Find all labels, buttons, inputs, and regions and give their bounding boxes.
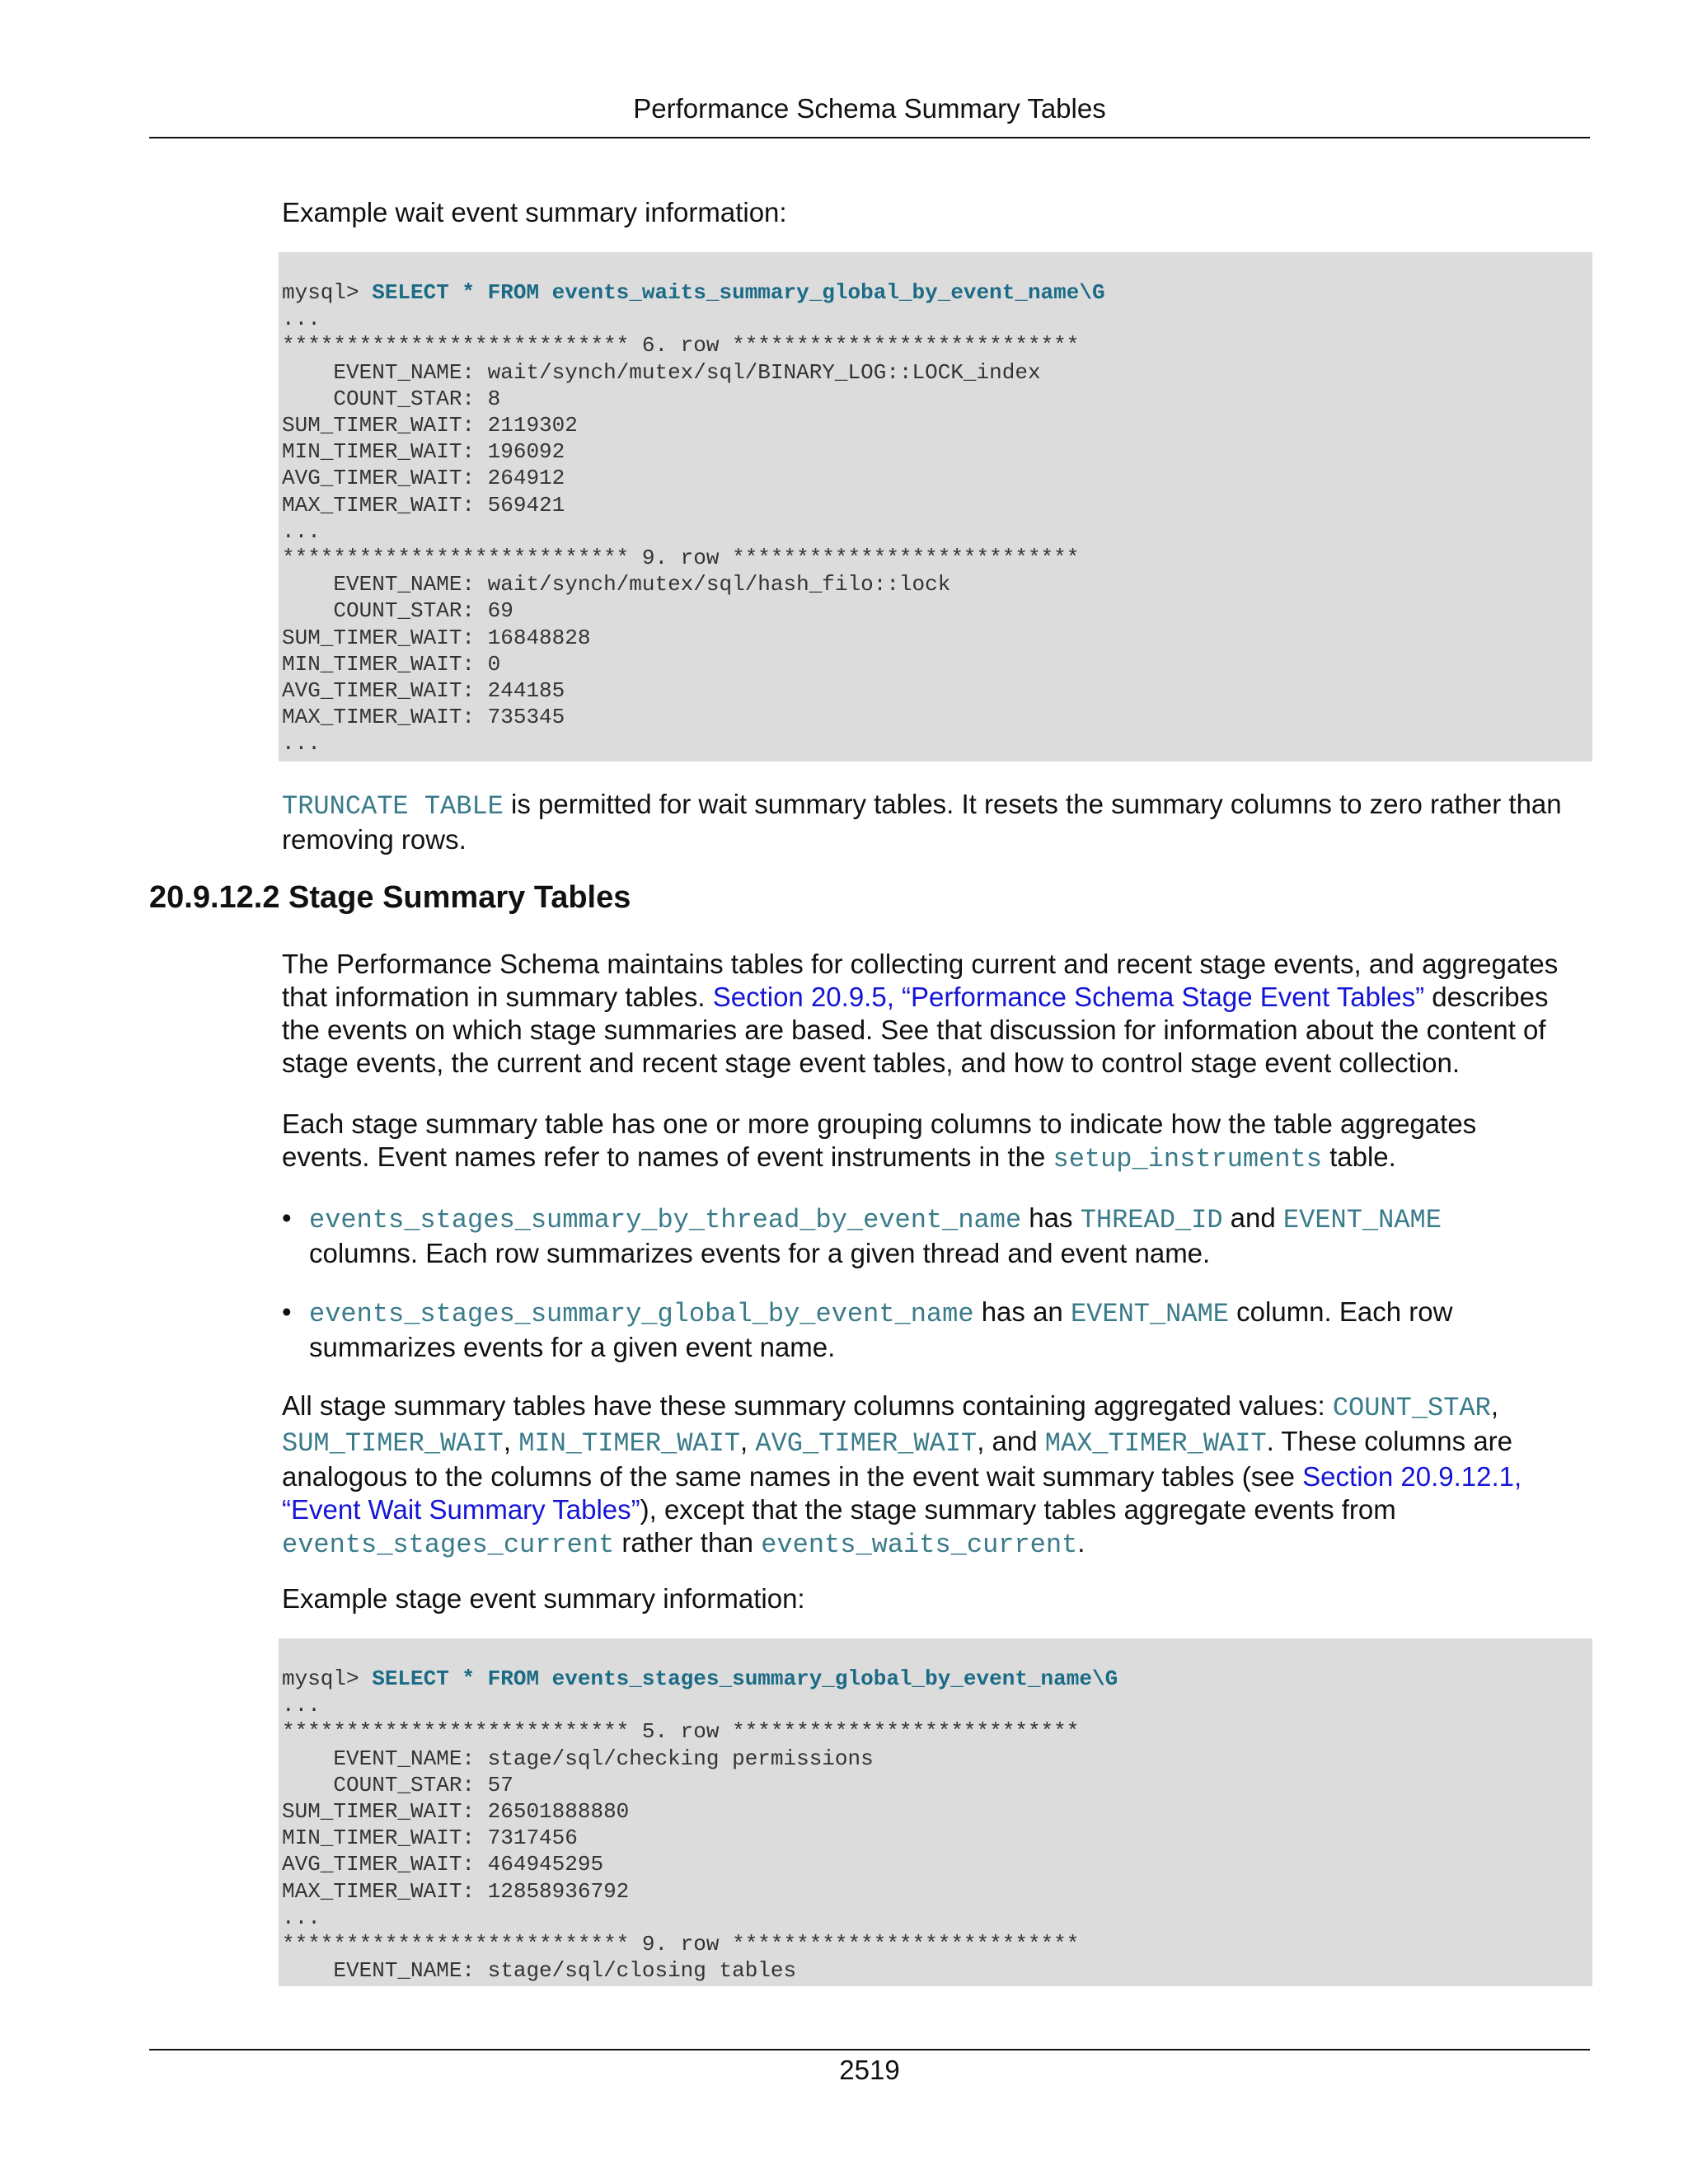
running-header: Performance Schema Summary Tables [633, 93, 1106, 124]
paragraph-text: , [503, 1426, 519, 1456]
paragraph-text: that information in summary tables. [282, 982, 713, 1012]
truncate-table-link[interactable]: TRUNCATE TABLE [282, 791, 504, 822]
intro-wait-text: Example wait event summary information: [282, 197, 787, 227]
code-line: *************************** 6. row *************************** [282, 333, 1080, 359]
stage-event-tables-link[interactable]: Section 20.9.5, “Performance Schema Stage Event Tables” [712, 982, 1425, 1012]
paragraph-text: table. [1321, 1141, 1396, 1172]
column-link[interactable]: COUNT_STAR [1332, 1393, 1491, 1423]
paragraph-text: analogous to the columns of the same names in the event wait summary tables (see [282, 1461, 1303, 1492]
list-item [282, 1296, 1592, 1361]
column-link[interactable]: EVENT_NAME [1282, 1205, 1442, 1235]
section-heading: 20.9.12.2 Stage Summary Tables [149, 880, 631, 915]
paragraph-line: stage events, the current and recent stage event tables, and how to control stage event collection. [282, 1047, 1461, 1078]
intro-stage-text: Example stage event summary information: [282, 1583, 805, 1614]
setup-instruments-link[interactable]: setup_instruments [1053, 1144, 1322, 1174]
page-number: 2519 [839, 2055, 900, 2085]
column-link[interactable]: EVENT_NAME [1070, 1299, 1229, 1329]
stage-intro-paragraph [282, 948, 1592, 1080]
table-link[interactable]: events_stages_summary_global_by_event_name [309, 1299, 974, 1329]
list-item [282, 1202, 1592, 1268]
paragraph-text: rather than [614, 1527, 762, 1558]
column-link[interactable]: SUM_TIMER_WAIT [282, 1428, 504, 1459]
truncate-text: is permitted for wait summary tables. It resets the summary columns to zero rather than [503, 789, 1562, 819]
paragraph-text: . These columns are [1266, 1426, 1513, 1456]
paragraph-text: events. Event names refer to names of event instruments in the [282, 1141, 1053, 1172]
code-line: *************************** 9. row *************************** [282, 1932, 1080, 1957]
code-line: AVG_TIMER_WAIT: 244185 [282, 678, 565, 704]
code-block-stages [279, 1638, 1592, 1986]
grouping-paragraph [282, 1108, 1592, 1176]
code-prompt: mysql> [282, 280, 373, 305]
code-line: COUNT_STAR: 8 [282, 386, 501, 411]
code-line: MAX_TIMER_WAIT: 569421 [282, 492, 565, 518]
code-line: SUM_TIMER_WAIT: 2119302 [282, 413, 578, 438]
paragraph-line: Each stage summary table has one or more grouping columns to indicate how the table aggregates [282, 1108, 1477, 1139]
code-line: SUM_TIMER_WAIT: 16848828 [282, 625, 591, 650]
truncate-paragraph [282, 788, 1592, 856]
code-line: AVG_TIMER_WAIT: 464945295 [282, 1852, 604, 1877]
code-line: COUNT_STAR: 57 [282, 1772, 513, 1797]
code-line: *************************** 5. row *************************** [282, 1719, 1080, 1745]
code-line: MIN_TIMER_WAIT: 0 [282, 651, 501, 677]
wait-summary-tables-link-cont[interactable]: “Event Wait Summary Tables” [282, 1494, 640, 1525]
code-line: *************************** 9. row *************************** [282, 546, 1080, 571]
summary-columns-paragraph [282, 1390, 1592, 1562]
wait-summary-tables-link[interactable]: Section 20.9.12.1, [1302, 1461, 1522, 1492]
bullet-text: has an [973, 1296, 1071, 1327]
bullet-text: has [1021, 1202, 1081, 1233]
code-block-waits-text [282, 279, 1589, 757]
column-link[interactable]: AVG_TIMER_WAIT [755, 1428, 978, 1459]
code-line: ... [282, 1693, 321, 1718]
paragraph-text: ), except that the stage summary tables aggregate events from [640, 1494, 1396, 1525]
code-block-waits [279, 252, 1592, 762]
code-line: ... [282, 731, 321, 757]
bullet-text-line2: columns. Each row summarizes events for a given thread and event name. [309, 1238, 1211, 1268]
code-line: MIN_TIMER_WAIT: 7317456 [282, 1825, 578, 1851]
bullet-text-line2: summarizes events for a given event name. [309, 1332, 836, 1362]
paragraph-text: describes [1424, 982, 1549, 1012]
paragraph-line: the events on which stage summaries are based. See that discussion for information about the content of [282, 1015, 1546, 1045]
code-line: EVENT_NAME: wait/synch/mutex/sql/hash_filo::lock [282, 572, 951, 598]
paragraph-line: The Performance Schema maintains tables for collecting current and recent stage events, and aggregates [282, 949, 1559, 979]
truncate-text-line2: removing rows. [282, 824, 467, 855]
code-command: SELECT * FROM events_stages_summary_global_by_event_name\G [372, 1666, 1118, 1691]
column-link[interactable]: THREAD_ID [1080, 1205, 1223, 1235]
code-prompt: mysql> [282, 1666, 373, 1691]
paragraph-text: , [1490, 1390, 1499, 1421]
code-line: EVENT_NAME: wait/synch/mutex/sql/BINARY_LOG::LOCK_index [282, 359, 1041, 385]
paragraph-text: , [740, 1426, 756, 1456]
bullet-text: and [1222, 1202, 1283, 1233]
code-line: ... [282, 307, 321, 332]
header-rule [149, 137, 1590, 138]
code-block-stages-text [282, 1666, 1589, 1984]
code-line: COUNT_STAR: 69 [282, 598, 513, 624]
column-link[interactable]: MIN_TIMER_WAIT [518, 1428, 741, 1459]
code-line: MAX_TIMER_WAIT: 735345 [282, 705, 565, 730]
code-line: SUM_TIMER_WAIT: 26501888880 [282, 1799, 630, 1825]
paragraph-text: All stage summary tables have these summary columns containing aggregated values: [282, 1390, 1333, 1421]
code-line: EVENT_NAME: stage/sql/closing tables [282, 1958, 797, 1984]
code-line: EVENT_NAME: stage/sql/checking permissions [282, 1746, 874, 1771]
bullet-marker: • [282, 1296, 292, 1327]
code-line: MIN_TIMER_WAIT: 196092 [282, 439, 565, 465]
bullet-marker: • [282, 1202, 292, 1233]
code-line: AVG_TIMER_WAIT: 264912 [282, 466, 565, 491]
code-line: MAX_TIMER_WAIT: 12858936792 [282, 1878, 630, 1904]
table-link[interactable]: events_stages_current [282, 1530, 615, 1560]
code-command: SELECT * FROM events_waits_summary_global_by_event_name\G [372, 280, 1105, 305]
table-link[interactable]: events_waits_current [761, 1530, 1078, 1560]
bullet-text: column. Each row [1228, 1296, 1453, 1327]
table-link[interactable]: events_stages_summary_by_thread_by_event_name [309, 1205, 1022, 1235]
code-line: ... [282, 518, 321, 544]
column-link[interactable]: MAX_TIMER_WAIT [1044, 1428, 1267, 1459]
code-line: ... [282, 1905, 321, 1930]
footer-rule [149, 2049, 1590, 2050]
paragraph-text: . [1077, 1527, 1085, 1558]
paragraph-text: , and [977, 1426, 1045, 1456]
